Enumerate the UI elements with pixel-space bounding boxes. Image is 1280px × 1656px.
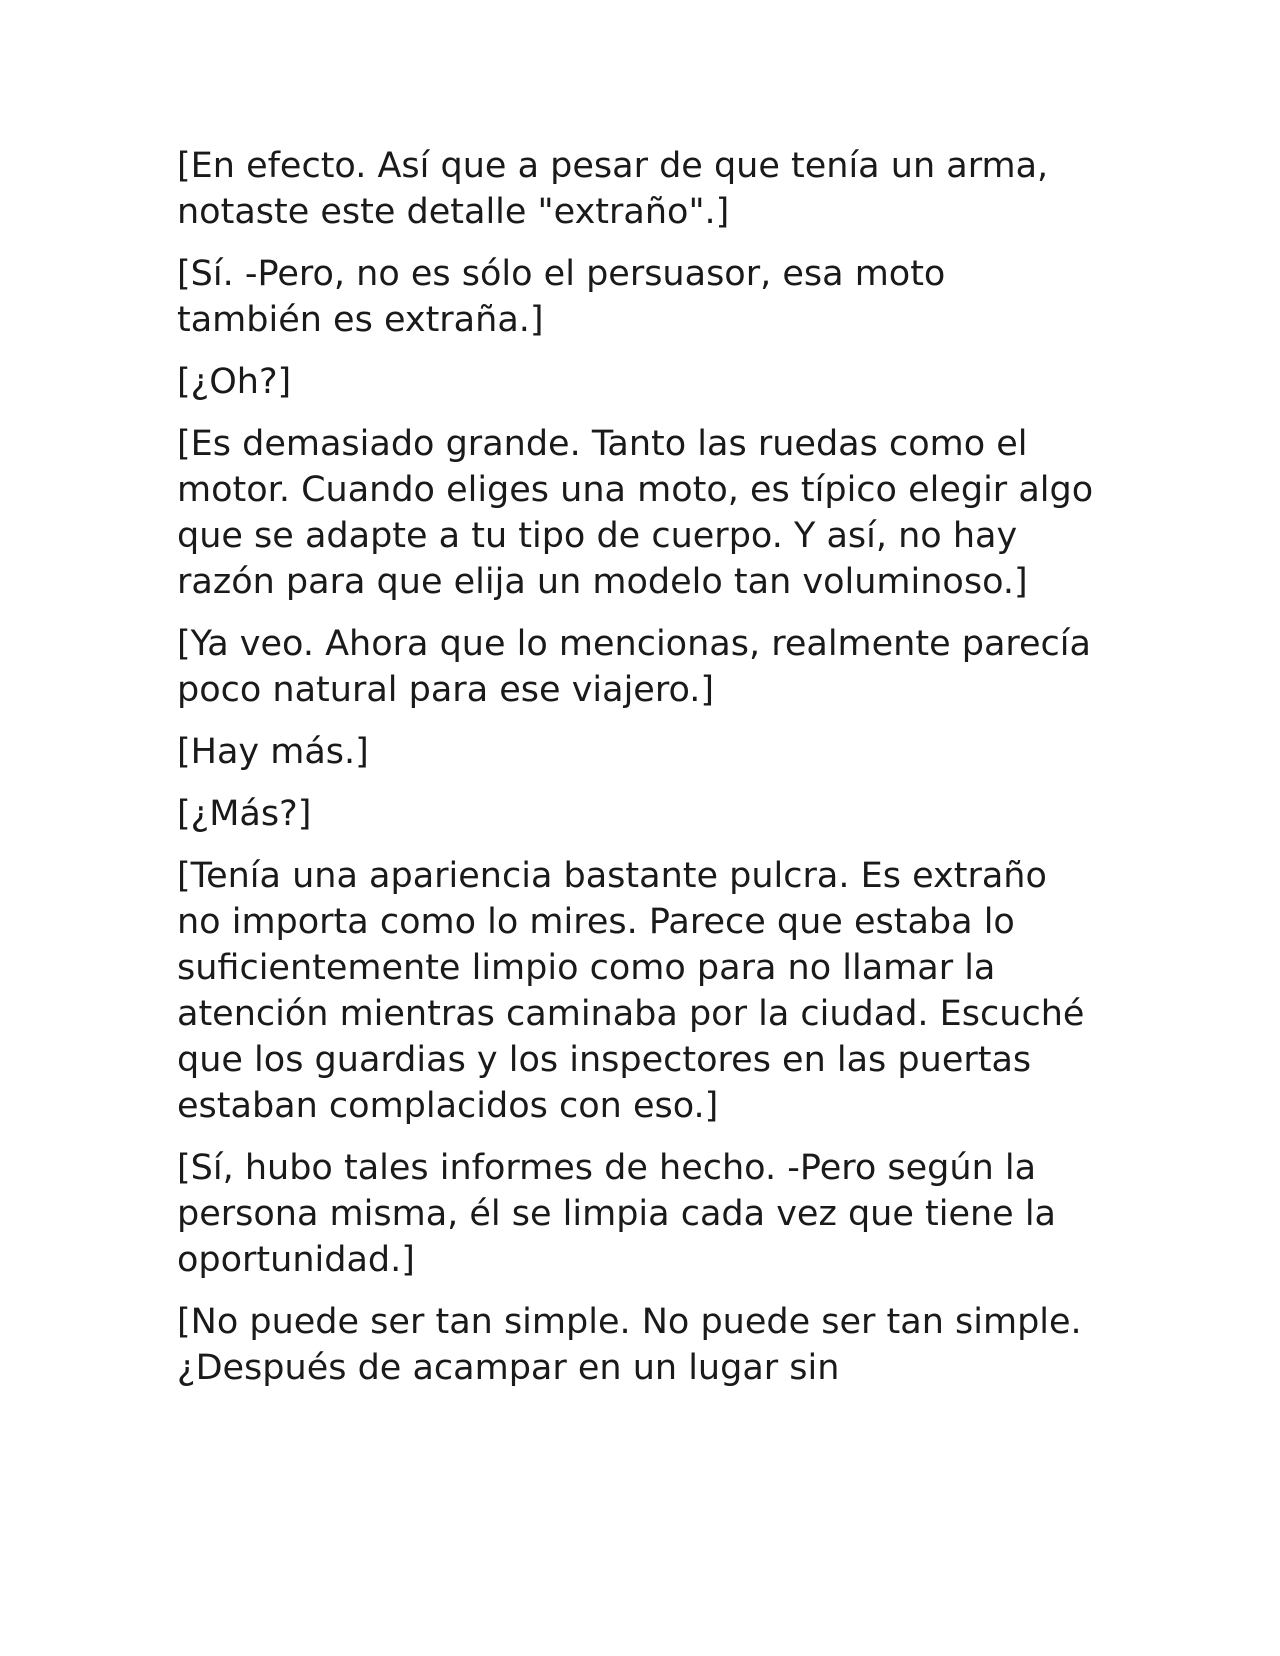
paragraph-8: [Tenía una apariencia bastante pulcra. Es extraño no importa como lo mires. Parece que estaba lo suficientemente limpio como para no llamar la atención mientras caminaba por la ciudad. Escuché que los guardias y los inspectores en las puertas estaban complacidos con eso.] (177, 856, 1085, 1126)
document-body (177, 143, 1100, 1391)
paragraph-6: [Hay más.] (177, 732, 369, 772)
paragraph-5: [Ya veo. Ahora que lo mencionas, realmente parecía poco natural para ese viajero.] (177, 624, 1091, 710)
paragraph-10: [No puede ser tan simple. No puede ser tan simple. ¿Después de acampar en un lugar sin (177, 1302, 1082, 1388)
paragraph-7: [¿Más?] (177, 794, 312, 834)
paragraph-2: [Sí. -Pero, no es sólo el persuasor, esa moto también es extraña.] (177, 254, 946, 340)
paragraph-9: [Sí, hubo tales informes de hecho. -Pero según la persona misma, él se limpia cada vez que tiene la oportunidad.] (177, 1148, 1056, 1280)
paragraph-3: [¿Oh?] (177, 362, 292, 402)
paragraph-4: [Es demasiado grande. Tanto las ruedas como el motor. Cuando eliges una moto, es típico elegir algo que se adapte a tu tipo de cuerpo. Y así, no hay razón para que elija un modelo tan voluminoso.] (177, 424, 1094, 602)
paragraph-1: [En efecto. Así que a pesar de que tenía un arma, notaste este detalle "extraño".] (177, 146, 1049, 232)
